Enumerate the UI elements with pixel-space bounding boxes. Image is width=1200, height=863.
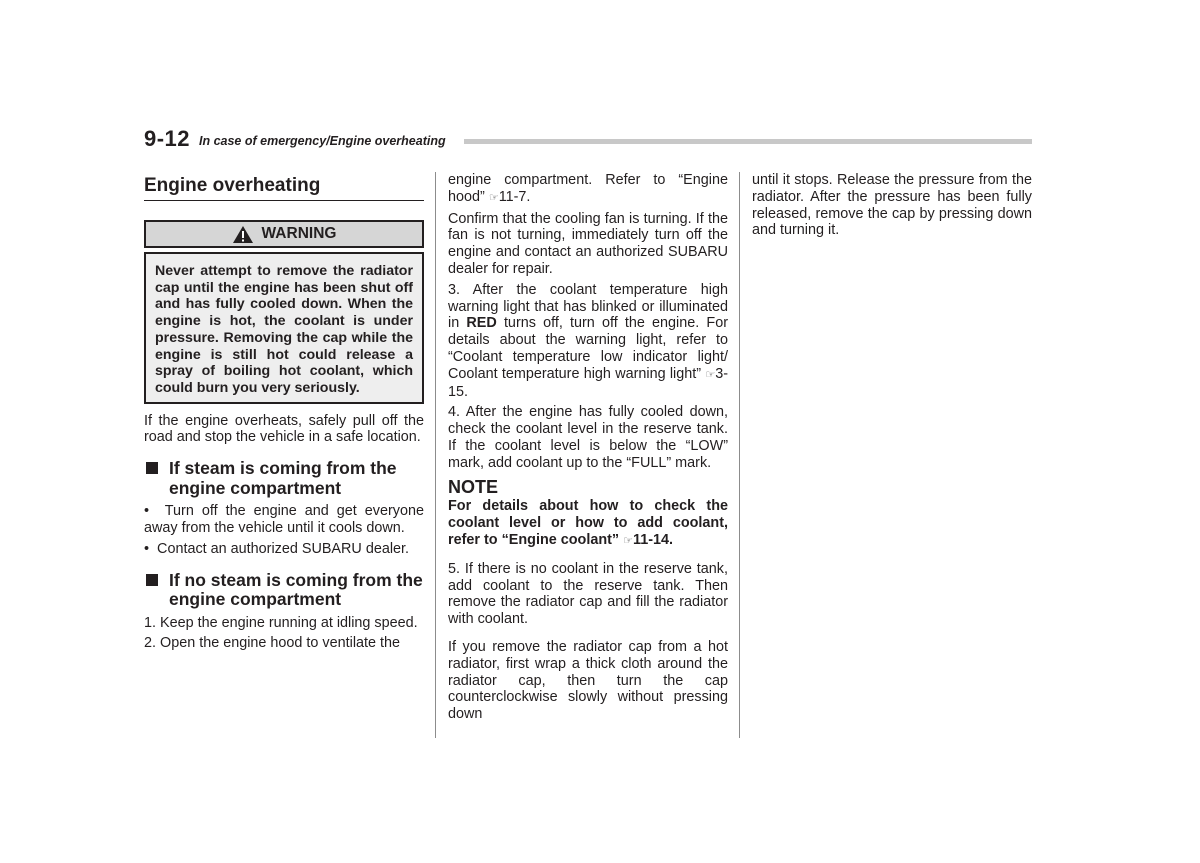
page-header <box>144 124 1032 152</box>
step-4: 4. After the engine has fully cooled down, check the coolant level in the reserve tank. If the coolant level is below the “LOW” mark, add coolant up to the “FULL” mark. <box>448 404 728 471</box>
column-left <box>144 172 424 652</box>
continued-paragraph: until it stops. Release the pressure from the radiator. After the pressure has been fully released, remove the cap by pressing down and turning it. <box>752 172 1032 239</box>
note-body: For details about how to check the coolant level or how to add coolant, refer to “Engine coolant” <box>448 498 728 548</box>
note-title: NOTE <box>448 476 499 497</box>
page-reference[interactable]: 11-7. <box>498 188 531 205</box>
bullet-item: • Contact an authorized SUBARU dealer. <box>144 540 410 557</box>
warning-triangle-icon <box>232 225 254 244</box>
no-steam-heading-text: If no steam is coming from the engine compartment <box>169 569 423 610</box>
steam-heading <box>144 459 424 498</box>
continued-text: engine compartment. Refer to “Engine hood” <box>448 172 728 205</box>
bullet-text: Contact an authorized SUBARU dealer. <box>157 540 410 557</box>
square-bullet-icon <box>146 462 158 474</box>
step-2: 2. Open the engine hood to ventilate the <box>144 635 401 652</box>
page-number: 9-12 <box>144 126 191 151</box>
intro-paragraph: If the engine overheats, safely pull off the road and stop the vehicle in a safe location. <box>144 412 424 446</box>
red-label: RED <box>466 315 497 332</box>
step-5: 5. If there is no coolant in the reserve tank, add coolant to the reserve tank. Then remove the radiator cap and fill the radiator with coolant. <box>448 560 728 628</box>
step-3-text-cont: turns off, turn off the engine. For details about the warning light, refer to “Coolant temperature low indicator light/ Coolant temperature high warning light” <box>448 315 729 382</box>
warning-label: WARNING <box>261 224 337 242</box>
column-right <box>752 172 1032 239</box>
fan-paragraph: Confirm that the cooling fan is turning. If the fan is not turning, immediately turn off the engine and contact an authorized SUBARU dealer for repair. <box>448 210 728 277</box>
step-3-text: 3. After the coolant temperature high warning light that has blinked or illuminated in <box>448 281 728 332</box>
header-rule <box>464 139 1032 144</box>
step-3 <box>448 282 728 401</box>
warning-text: Never attempt to remove the radiator cap until the engine has been shut off and has fully cooled down. When the engine is hot, the coolant is under pressure. Removing the cap while the engine is still hot could release a spray of boiling hot coolant, which could burn you very seriously. <box>155 263 413 396</box>
section-title: Engine overheating <box>144 172 424 201</box>
bullet-item: • Turn off the engine and get everyone away from the vehicle until it cools down. <box>144 503 424 537</box>
no-steam-heading <box>144 571 424 610</box>
warning-header <box>144 220 424 248</box>
column-divider <box>435 172 436 738</box>
section-path: In case of emergency/Engine overheating <box>199 134 446 148</box>
page-reference[interactable]: 3-15. <box>448 365 729 400</box>
continued-paragraph <box>448 172 728 207</box>
hot-cap-paragraph: If you remove the radiator cap from a hot radiator, first wrap a thick cloth around the radiator cap, then turn the cap counterclockwise slowly without pressing down <box>448 638 728 723</box>
step-1: 1. Keep the engine running at idling speed. <box>144 614 418 631</box>
page-reference-icon: ☞ <box>488 191 499 204</box>
steam-heading-text: If steam is coming from the engine compartment <box>169 458 397 498</box>
page-reference-icon: ☞ <box>623 534 633 547</box>
page-reference-icon: ☞ <box>705 368 716 381</box>
page-reference[interactable]: 11-14. <box>632 531 673 548</box>
column-divider <box>739 172 740 738</box>
column-middle <box>448 172 728 723</box>
bullet-text: Turn off the engine and get everyone away from the vehicle until it cools down. <box>144 503 424 537</box>
warning-body <box>144 252 424 404</box>
square-bullet-icon <box>146 574 158 586</box>
note-text <box>448 498 728 549</box>
